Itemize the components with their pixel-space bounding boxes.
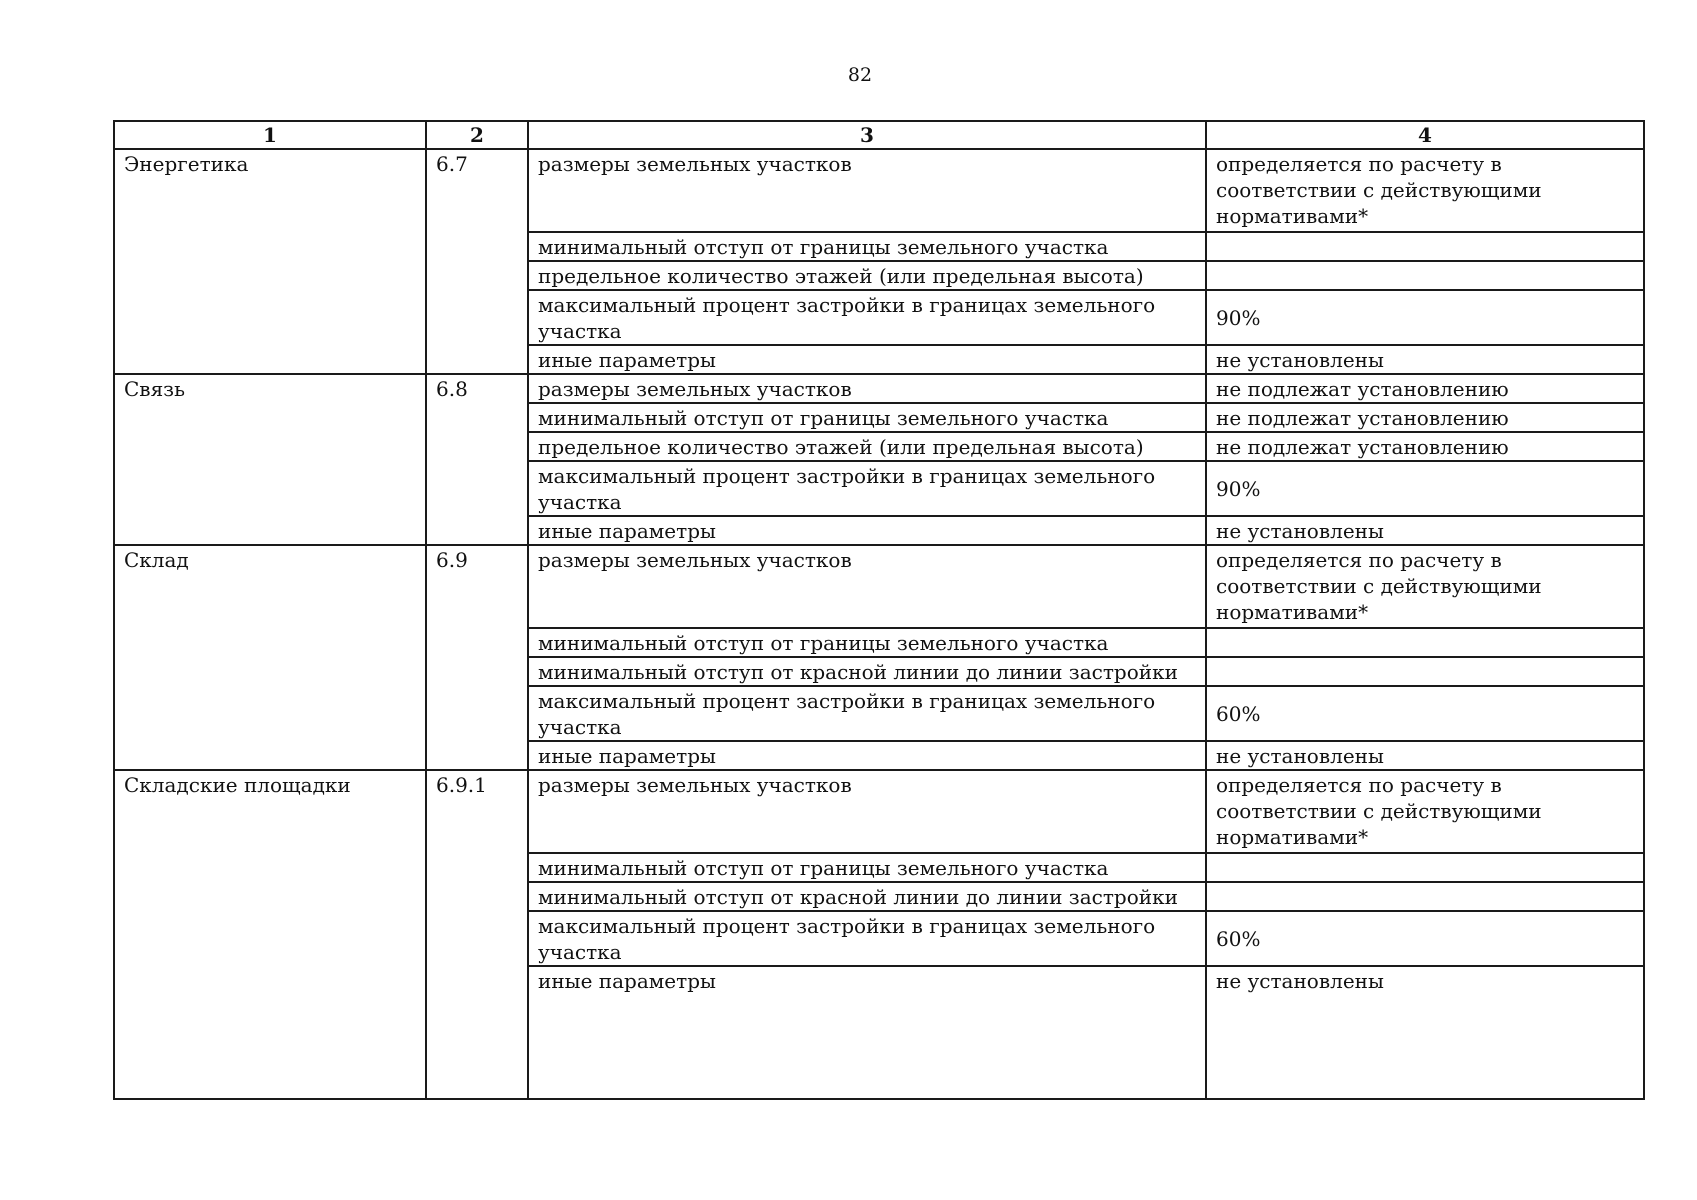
column-header-1: 1 <box>114 121 426 149</box>
parameter-value <box>1206 853 1644 882</box>
parameter-value <box>1206 261 1644 290</box>
land-use-code: 6.7 <box>426 149 528 374</box>
land-use-name: Связь <box>114 374 426 545</box>
parameter-value: определяется по расчету в соответствии с действующими нормативами* <box>1206 149 1644 232</box>
parameter-value: 90% <box>1206 290 1644 345</box>
parameter-value: не подлежат установлению <box>1206 374 1644 403</box>
table-row <box>114 374 1644 403</box>
parameter-name: размеры земельных участков <box>528 149 1206 232</box>
parameter-name: минимальный отступ от красной линии до линии застройки <box>528 657 1206 686</box>
land-use-code: 6.9 <box>426 545 528 770</box>
parameter-name: размеры земельных участков <box>528 374 1206 403</box>
parameter-name: иные параметры <box>528 516 1206 545</box>
parameter-value: определяется по расчету в соответствии с действующими нормативами* <box>1206 770 1644 853</box>
parameter-name: минимальный отступ от границы земельного участка <box>528 628 1206 657</box>
column-header-4: 4 <box>1206 121 1644 149</box>
parameter-name: максимальный процент застройки в границах земельного участка <box>528 911 1206 966</box>
parameter-value: не установлены <box>1206 966 1644 1099</box>
land-use-code: 6.8 <box>426 374 528 545</box>
zoning-parameters-table <box>113 120 1645 1100</box>
parameter-value: 60% <box>1206 911 1644 966</box>
parameter-name: минимальный отступ от границы земельного участка <box>528 403 1206 432</box>
parameter-value: 60% <box>1206 686 1644 741</box>
header-row <box>114 121 1644 149</box>
table-row <box>114 770 1644 853</box>
parameter-name: иные параметры <box>528 345 1206 374</box>
parameter-name: иные параметры <box>528 966 1206 1099</box>
parameter-value: определяется по расчету в соответствии с действующими нормативами* <box>1206 545 1644 628</box>
parameter-value: не подлежат установлению <box>1206 403 1644 432</box>
parameter-value <box>1206 657 1644 686</box>
parameter-name: минимальный отступ от красной линии до линии застройки <box>528 882 1206 911</box>
parameter-name: минимальный отступ от границы земельного участка <box>528 853 1206 882</box>
parameter-value: 90% <box>1206 461 1644 516</box>
parameter-name: максимальный процент застройки в границах земельного участка <box>528 686 1206 741</box>
parameter-value: не подлежат установлению <box>1206 432 1644 461</box>
parameter-name: размеры земельных участков <box>528 545 1206 628</box>
land-use-name: Склад <box>114 545 426 770</box>
parameter-value: не установлены <box>1206 741 1644 770</box>
parameter-name: минимальный отступ от границы земельного участка <box>528 232 1206 261</box>
parameter-name: предельное количество этажей (или предельная высота) <box>528 261 1206 290</box>
parameter-name: предельное количество этажей (или предельная высота) <box>528 432 1206 461</box>
parameter-name: максимальный процент застройки в границах земельного участка <box>528 290 1206 345</box>
parameter-name: размеры земельных участков <box>528 770 1206 853</box>
land-use-name: Энергетика <box>114 149 426 374</box>
parameter-name: максимальный процент застройки в границах земельного участка <box>528 461 1206 516</box>
parameter-value <box>1206 882 1644 911</box>
parameter-value <box>1206 628 1644 657</box>
parameter-value: не установлены <box>1206 345 1644 374</box>
column-header-3: 3 <box>528 121 1206 149</box>
land-use-name: Складские площадки <box>114 770 426 1099</box>
parameter-value: не установлены <box>1206 516 1644 545</box>
parameter-name: иные параметры <box>528 741 1206 770</box>
parameter-value <box>1206 232 1644 261</box>
page-number: 82 <box>847 64 873 86</box>
table-row <box>114 149 1644 232</box>
land-use-code: 6.9.1 <box>426 770 528 1099</box>
table-row <box>114 545 1644 628</box>
column-header-2: 2 <box>426 121 528 149</box>
